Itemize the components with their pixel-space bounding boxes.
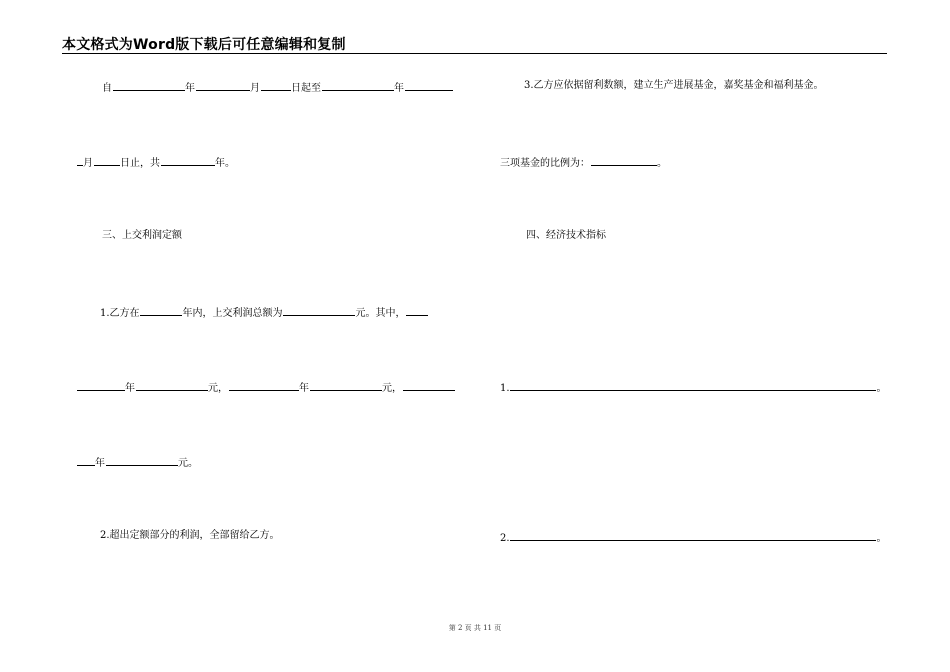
header-divider <box>62 53 887 54</box>
term-end-line: 月 日止，共 年。 <box>76 155 235 170</box>
page-number-footer: 第 2 页 共 11 页 <box>448 624 502 632</box>
document-header-title: 本文格式为Word版下载后可任意编辑和复制 <box>62 37 346 53</box>
profit-breakdown-line: 年 元， 年 元， <box>76 380 455 395</box>
fund-establish-clause: 3.乙方应依据留利数额，建立生产进展基金，嘉奖基金和福利基金。 <box>524 80 824 91</box>
term-start-line: 自 年 月 日起至 年 <box>102 80 453 95</box>
indicator-line-2: 2. 。 <box>500 530 887 545</box>
breakdown-year-blank-3-cont[interactable] <box>77 455 95 466</box>
years-within-blank[interactable] <box>140 305 182 316</box>
breakdown-amount-blank-2[interactable] <box>310 380 382 391</box>
indicator-2-blank[interactable] <box>510 530 876 541</box>
end-month-blank[interactable] <box>405 80 453 91</box>
indicator-line-1: 1. 。 <box>500 380 887 395</box>
end-year-blank[interactable] <box>322 80 394 91</box>
breakdown-year-blank-1[interactable] <box>406 305 428 316</box>
breakdown-amount-blank-3[interactable] <box>106 455 178 466</box>
profit-total-line: 1.乙方在 年内，上交利润总额为 元。其中， <box>100 305 429 320</box>
fund-ratio-blank[interactable] <box>591 155 657 166</box>
section-heading-technical-indicators: 四、经济技术指标 <box>526 230 606 241</box>
profit-breakdown-end-line: 年 元。 <box>76 455 198 470</box>
indicator-1-blank[interactable] <box>510 380 876 391</box>
breakdown-year-blank-2[interactable] <box>229 380 299 391</box>
end-month-blank-cont[interactable] <box>77 155 83 166</box>
start-month-blank[interactable] <box>196 80 250 91</box>
excess-profit-clause: 2.超出定额部分的利润，全部留给乙方。 <box>100 530 280 541</box>
total-profit-blank[interactable] <box>283 305 355 316</box>
breakdown-year-blank-3[interactable] <box>403 380 455 391</box>
start-year-blank[interactable] <box>113 80 185 91</box>
total-years-blank[interactable] <box>161 155 215 166</box>
fund-ratio-line: 三项基金的比例为： 。 <box>500 155 667 170</box>
start-day-blank[interactable] <box>261 80 291 91</box>
end-day-blank[interactable] <box>94 155 120 166</box>
breakdown-year-blank-1-cont[interactable] <box>77 380 125 391</box>
breakdown-amount-blank-1[interactable] <box>136 380 208 391</box>
section-heading-profit-quota: 三、上交利润定额 <box>102 230 182 241</box>
